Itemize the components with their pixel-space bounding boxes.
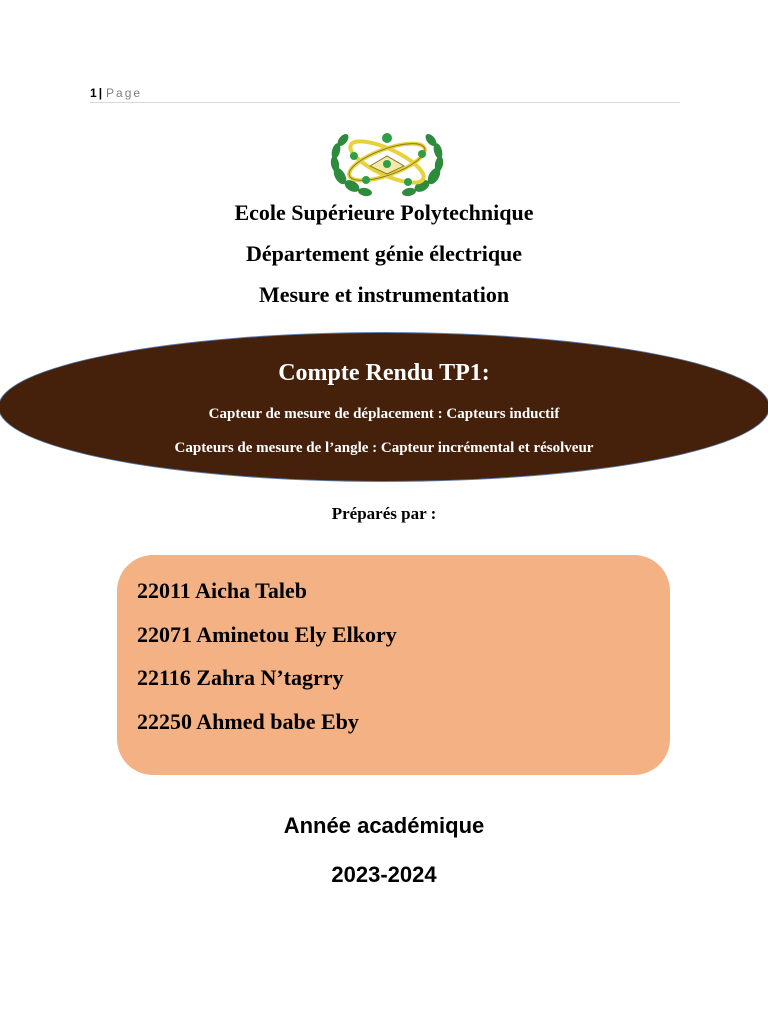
course-name: Mesure et instrumentation [258,282,510,307]
department-name: Département génie électrique [245,241,523,266]
author-item: 22250 Ahmed babe Eby [137,709,359,734]
author-item: 22071 Aminetou Ely Elkory [137,622,397,647]
school-name: Ecole Supérieure Polytechnique [234,200,534,225]
author-item: 22011 Aicha Taleb [137,578,307,603]
author-item: 22116 Zahra N’tagrry [137,665,344,690]
atom-laurel-logo-icon [326,126,448,198]
academic-year-label: Année académique [283,813,485,838]
prepared-by-label: Préparés par : [331,504,437,523]
academic-year-value: 2023-2024 [331,862,437,887]
report-subtitle-2: Capteurs de mesure de l’angle : Capteur incrémental et résolveur [174,440,594,456]
page-word: Page [106,86,143,100]
report-title: Compte Rendu TP1: [278,360,490,386]
report-subtitle-1: Capteur de mesure de déplacement : Capteurs inductif [208,406,560,422]
page-number: 1 [90,86,97,100]
page-separator: | [98,86,103,100]
page-header [90,84,680,103]
